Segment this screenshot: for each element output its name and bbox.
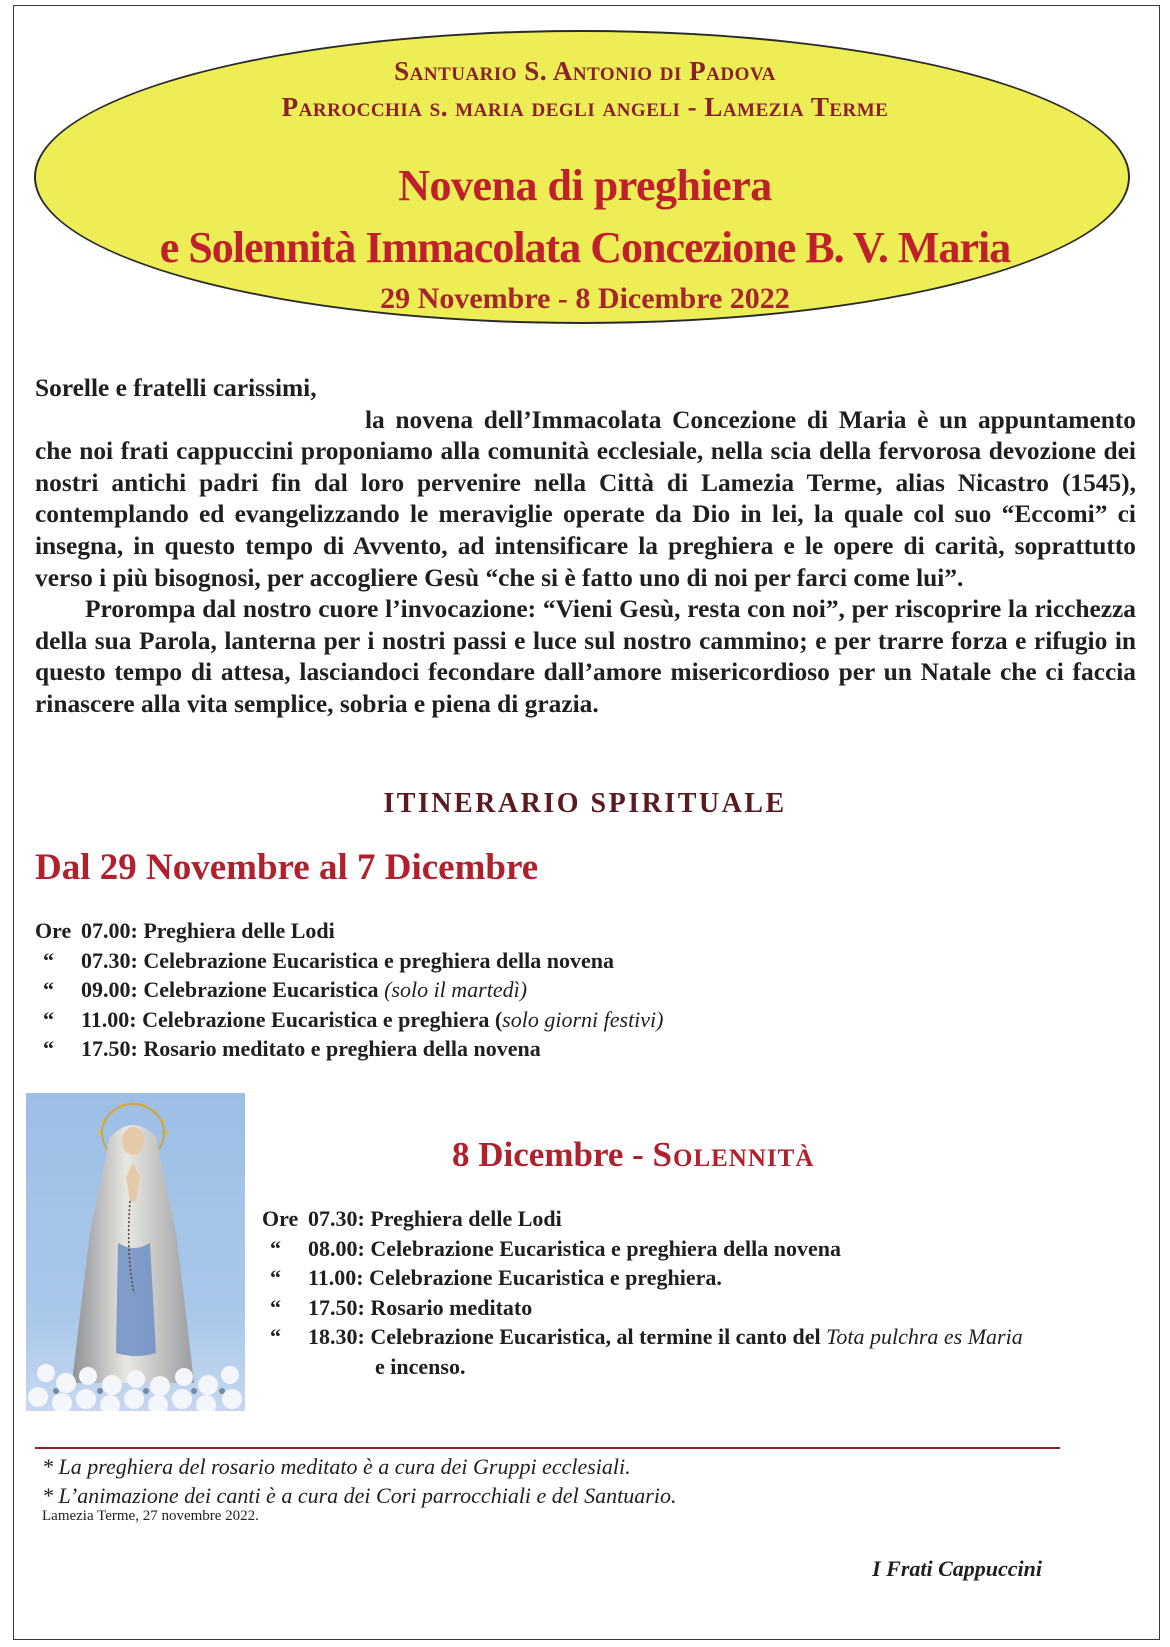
schedule-row [262, 1295, 1082, 1325]
period1-title: Dal 29 Novembre al 7 Dicembre [35, 847, 539, 888]
signature: I Frati Cappuccini [872, 1556, 1042, 1581]
ditto-mark: “ [270, 1324, 281, 1349]
schedule-entry: 07.30: Celebrazione Eucaristica e preghiera della novena [81, 947, 615, 973]
schedule-entry: 17.50: Rosario meditato e preghiera della novena [81, 1036, 541, 1061]
parish-name: Parrocchia s. maria degli angeli - Lamezia Terme [281, 92, 889, 122]
itinerary-heading: ITINERARIO SPIRITUALE [383, 788, 787, 819]
schedule-entry: 17.50: Rosario meditato [308, 1294, 533, 1320]
footnote-choirs: * L’animazione dei canti è a cura dei Cori parrocchiali e del Santuario. [42, 1483, 677, 1508]
period1-schedule [35, 918, 755, 1066]
schedule-row [35, 1007, 755, 1037]
letter-paragraph-2: Prorompa dal nostro cuore l’invocazione: “Vieni Gesù, resta con noi”, per riscoprire la ricchezza della sua Parola, lanterna per i nostri passi e luce sul nostro cammino; e per trarre forza e rifugio in questo tempo di attesa, lasciandoci fecondare dall’amore misericordioso per un Natale che ci faccia rinascere alla vita semplice, sobria e piena di grazia. [35, 595, 1136, 718]
schedule-row [262, 1236, 1082, 1266]
letter-body [35, 373, 1136, 721]
footer-divider [35, 1447, 1060, 1449]
ditto-mark: “ [43, 977, 54, 1002]
ditto-mark: “ [270, 1294, 281, 1320]
schedule-row [35, 977, 755, 1007]
footnote-rosary: * La preghiera del rosario meditato è a cura dei Gruppi ecclesiali. [42, 1454, 631, 1479]
period2-schedule [262, 1206, 1082, 1383]
ditto-mark: “ [270, 1265, 281, 1290]
schedule-row [35, 948, 755, 978]
schedule-row [262, 1324, 1082, 1354]
schedule-row [35, 1036, 755, 1066]
schedule-entry: 11.00: Celebrazione Eucaristica e preghiera (solo giorni festivi) [81, 1006, 664, 1032]
event-dates: 29 Novembre - 8 Dicembre 2022 [380, 282, 790, 315]
ditto-mark: “ [43, 947, 54, 973]
schedule-row [262, 1265, 1082, 1295]
schedule-row [35, 918, 755, 948]
place-date: Lamezia Terme, 27 novembre 2022. [42, 1508, 259, 1524]
main-title: Novena di preghiera [398, 161, 772, 210]
madonna-statue-image [26, 1093, 245, 1411]
sanctuary-name: Santuario S. Antonio di Padova [394, 56, 776, 86]
ditto-mark: “ [270, 1235, 281, 1261]
ore-label: Ore [35, 918, 72, 943]
schedule-row-continuation [262, 1354, 1082, 1384]
schedule-entry: 08.00: Celebrazione Eucaristica e preghiera della novena [308, 1235, 842, 1261]
statue-illustration [26, 1093, 245, 1411]
schedule-entry: 09.00: Celebrazione Eucaristica (solo il martedì) [81, 977, 528, 1002]
period2-title: 8 Dicembre - Solennità [452, 1135, 815, 1174]
schedule-row [262, 1206, 1082, 1236]
letter-paragraph-1: la novena dell’Immacolata Concezione di Maria è un appuntamento che noi frati cappuccini proponiamo alla comunità ecclesiale, nella scia della fervorosa devozione dei nostri antichi padri fin dal loro pervenire nella Città di Lamezia Terme, alias Nicastro (1545), contemplando ed evangelizzando le meraviglie operate da Dio in lei, la quale col suo “Eccomi” ci insegna, in questo tempo di Avvento, ad intensificare la preghiera e le opere di carità, soprattutto verso i più bisognosi, per accogliere Gesù “che si è fatto uno di noi per farci come lui”. [35, 405, 1136, 592]
schedule-entry: 07.30: Preghiera delle Lodi [308, 1206, 562, 1231]
schedule-entry: 18.30: Celebrazione Eucaristica, al termine il canto del Tota pulchra es Maria [308, 1324, 1023, 1349]
ditto-mark: “ [43, 1006, 54, 1032]
schedule-continuation: e incenso. [375, 1353, 466, 1379]
ore-label: Ore [262, 1206, 299, 1231]
schedule-entry: 07.00: Preghiera delle Lodi [81, 918, 335, 943]
main-subtitle: e Solennità Immacolata Concezione B. V. Maria [159, 223, 1011, 272]
schedule-entry: 11.00: Celebrazione Eucaristica e preghiera. [308, 1265, 722, 1290]
letter-greeting: Sorelle e fratelli carissimi, [35, 374, 317, 402]
ditto-mark: “ [43, 1036, 54, 1061]
